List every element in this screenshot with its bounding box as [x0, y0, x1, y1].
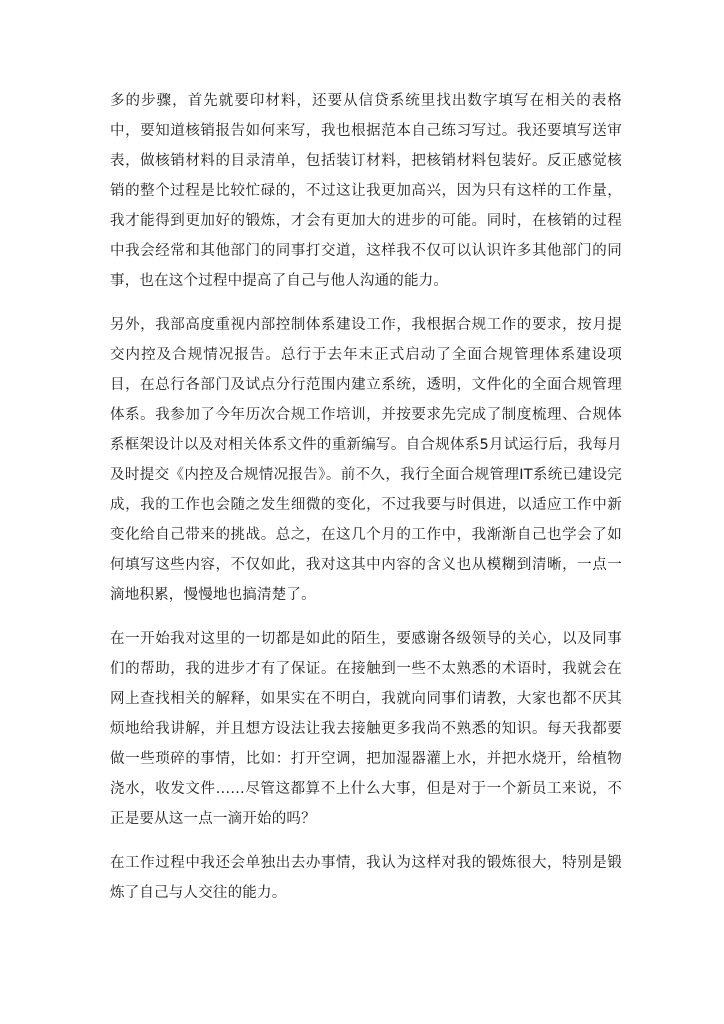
paragraph-4: 在工作过程中我还会单独出去办事情，我认为这样对我的锻炼很大，特别是锻炼了自己与人交往的能力。: [110, 855, 622, 901]
paragraph-1: 多的步骤，首先就要印材料，还要从信贷系统里找出数字填写在相关的表格中，要知道核销报告如何来写，我也根据范本自己练习写过。我还要填写送审表，做核销材料的目录清单，包括装订材料，把核销材料包装好。反正感觉核销的整个过程是比较忙碌的，不过这让我更加高兴，因为只有这样的工作量，我才能得到更加好的锻炼，才会有更加大的进步的可能。同时，在核销的过程中我会经常和其他部门的同事打交道，这样我不仅可以认识许多其他部门的同事，也在这个过程中提高了自己与他人沟通的能力。: [110, 93, 622, 289]
paragraph-2: 另外，我部高度重视内部控制体系建设工作，我根据合规工作的要求，按月提交内控及合规情况报告。总行于去年末正式启动了全面合规管理体系建设项目，在总行各部门及试点分行范围内建立系统，透明，文件化的全面合规管理体系。我参加了今年历次合规工作培训，并按要求先完成了制度梳理、合规体系框架设计以及对相关体系文件的重新编写。自合规体系5月试运行后，我每月及时提交《内控及合规情况报告》。前不久，我行全面合规管理IT系统已建设完成，我的工作也会随之发生细微的变化，不过我要与时俱进，以适应工作中新变化给自己带来的挑战。总之，在这几个月的工作中，我渐渐自己也学会了如何填写这些内容，不仅如此，我对这其中内容的含义也从模糊到清晰，一点一滴地积累，慢慢地也搞清楚了。: [110, 317, 622, 603]
document-body: [110, 86, 622, 922]
paragraph-3: 在一开始我对这里的一切都是如此的陌生，要感谢各级领导的关心，以及同事们的帮助，我的进步才有了保证。在接触到一些不太熟悉的术语时，我就会在网上查找相关的解释，如果实在不明白，我就向同事们请教，大家也都不厌其烦地给我讲解，并且想方设法让我去接触更多我尚不熟悉的知识。每天我都要做一些琐碎的事情，比如：打开空调，把加湿器灌上水，并把水烧开，给植物浇水，收发文件……尽管这都算不上什么大事，但是对于一个新员工来说，不正是要从这一点一滴开始的吗？: [110, 631, 622, 827]
